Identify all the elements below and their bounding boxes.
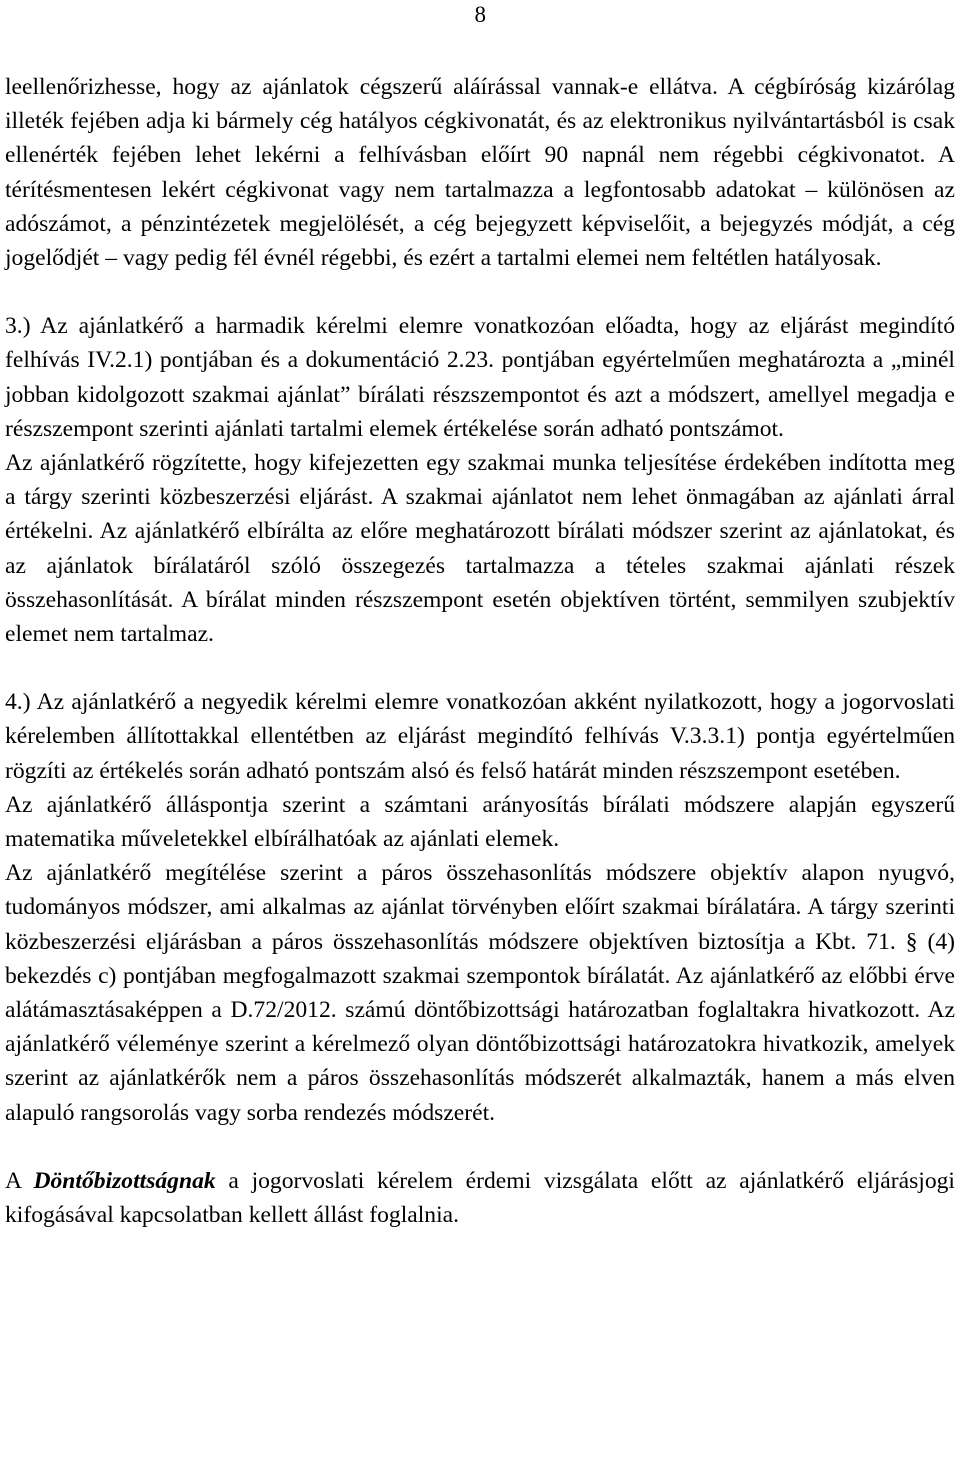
paragraph-point-3: 3.) Az ajánlatkérő a harmadik kérelmi elemre vonatkozóan előadta, hogy az eljárást megindító felhívás IV.2.1) pontjában és a dokumentáció 2.23. pontjában egyértelműen meghatározta a „minél jobban kidolgozott szakmai ajánlat” bírálati részszempontot és azt a módszert, amellyel megadja e részszempont szerinti ajánlati tartalmi elemek értékelése során adható pontszámot. <box>5 313 955 442</box>
paragraph-dontobizottsag <box>5 1164 955 1232</box>
paragraph-dontobizottsag-start: A <box>5 1167 34 1194</box>
paragraph-point-4: 4.) Az ajánlatkérő a negyedik kérelmi elemre vonatkozóan akként nyilatkozott, hogy a jogorvoslati kérelemben állítottakkal ellentétben az eljárást megindító felhívás V.3.3.1) pontja egyértelműen rögzíti az értékelés során adható pontszám alsó és felső határát minden részszempont esetében. <box>5 689 955 784</box>
paragraph-szakmai-munka: Az ajánlatkérő rögzítette, hogy kifejezetten egy szakmai munka teljesítése érdekében indította meg a tárgy szerinti közbeszerzési eljárást. A szakmai ajánlatot nem lehet önmagában az ajánlati árral értékelni. Az ajánlatkérő elbírálta az előre meghatározott bírálati módszer szerint az ajánlatokat, és az ajánlatok bírálatáról szóló összegezés tartalmazza a tételes szakmai ajánlati részek összehasonlítását. A bírálat minden részszempont esetén objektíven történt, semmilyen szubjektív elemet nem tartalmaz. <box>5 450 955 648</box>
paragraph-aranyositas: Az ajánlatkérő álláspontja szerint a számtani arányosítás bírálati módszere alapján egyszerű matematika műveletekkel elbírálhatóak az ajánlati elemek. <box>5 791 955 853</box>
paragraph-dontobizottsag-rest: a jogorvoslati kérelem érdemi vizsgálata előtt az ajánlatkérő eljárásjogi kifogásával kapcsolatban kellett állást foglalnia. <box>5 1167 955 1229</box>
paragraph-cegkivonat: leellenőrizhesse, hogy az ajánlatok cégszerű aláírással vannak-e ellátva. A cégbíróság kizárólag illeték fejében adja ki bármely cég hatályos cégkivonatát, és az elektronikus nyilvántartásból is csak ellenérték fejében lehet lekérni a felhívásban előírt 90 napnál nem régebbi cégkivonatot. A térítésmentesen lekért cégkivonat vagy nem tartalmazza a legfontosabb adatokat – különösen az adószámot, a pénzintézetek megjelölését, a cég bejegyzett képviselőit, a bejegyzés módját, a cég jogelődjét – vagy pedig fél évnél régebbi, és ezért a tartalmi elemei nem feltétlen hatályosak. <box>5 74 955 272</box>
document-body <box>5 70 955 1232</box>
emphasized-dontobizottsag: Döntőbizottságnak <box>33 1167 216 1194</box>
paragraph-paros-osszehasonlitas: Az ajánlatkérő megítélése szerint a páros összehasonlítás módszere objektív alapon nyugvó, tudományos módszer, ami alkalmas az ajánlat törvényben előírt szakmai bírálatára. A tárgy szerinti közbeszerzési eljárásban a páros összehasonlítás módszere objektíven biztosítja a Kbt. 71. § (4) bekezdés c) pontjában megfogalmazott szakmai szempontok bírálatát. Az ajánlatkérő az előbbi érve alátámasztásaképpen a D.72/2012. számú döntőbizottsági határozatban foglaltakra hivatkozott. Az ajánlatkérő véleménye szerint a kérelmező olyan döntőbizottsági határozatokra hivatkozik, amelyek szerint az ajánlatkérők nem a páros összehasonlítás módszerét alkalmazták, hanem a más elven alapuló rangsorolás vagy sorba rendezés módszerét. <box>5 860 955 1126</box>
page-number: 8 <box>474 2 486 27</box>
